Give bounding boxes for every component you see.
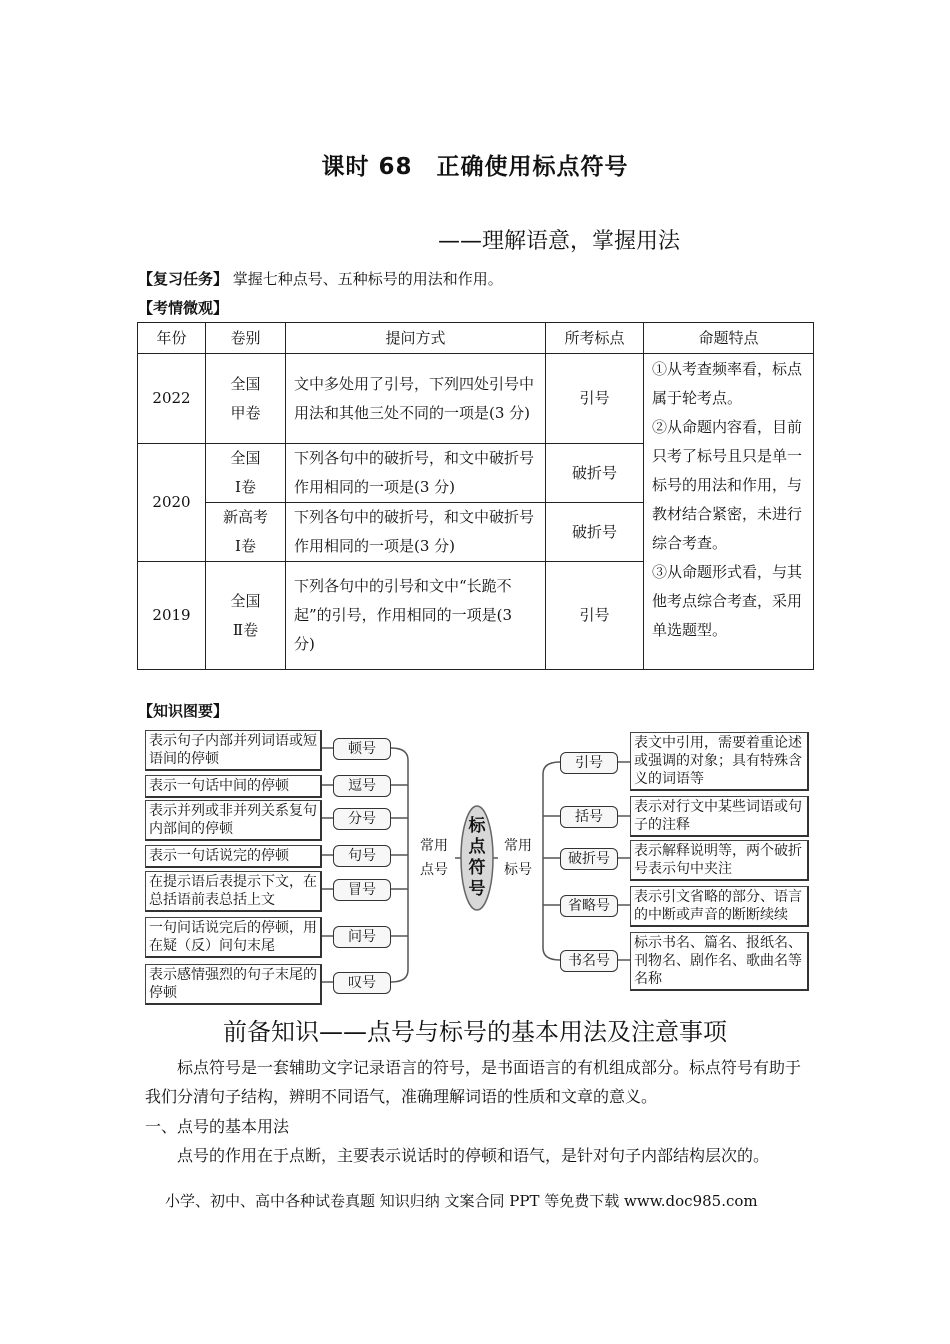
right-node: 破折号 <box>560 848 618 870</box>
mark-cell: 破折号 <box>546 444 644 503</box>
right-node: 书名号 <box>560 950 618 972</box>
list-item-heading: 一、点号的基本用法 <box>145 1117 290 1136</box>
left-desc: 在提示语后表提示下文，在总括语前表总括上文 <box>145 871 322 912</box>
right-node: 省略号 <box>560 895 618 917</box>
paragraph: 标点符号是一套辅助文字记录语言的符号，是书面语言的有机组成部分。标点符号有助于我们分清句子结构，辨明不同语气，准确理解词语的性质和文章的意义。 <box>145 1058 802 1106</box>
footer-text: 小学、初中、高中各种试卷真题 知识归纳 文案合同 PPT 等免费下载 www.doc985.com <box>165 1192 758 1210</box>
section-title: 前备知识——点号与标号的基本用法及注意事项 <box>223 1018 727 1046</box>
feature-item: ①从考查频率看，标点属于轮考点。 <box>652 360 803 407</box>
paper-cell: 全国 甲卷 <box>206 354 286 444</box>
left-node: 句号 <box>333 845 391 867</box>
left-desc: 表示一句话说完的停顿 <box>145 845 322 868</box>
question-cell: 下列各句中的破折号，和文中破折号作用相同的一项是(3 分) <box>286 444 546 503</box>
left-node: 叹号 <box>333 972 391 994</box>
review-label: 【复习任务】 <box>138 270 229 288</box>
year-cell: 2022 <box>138 354 206 444</box>
year-cell: 2020 <box>138 444 206 562</box>
left-group-label: 常用 点号 <box>420 838 448 878</box>
feature-item: ②从命题内容看，目前只考了标号且只是单一标号的用法和作用，与教材结合紧密，未进行综合考查。 <box>652 418 803 552</box>
feature-item: ③从命题形式看，与其他考点综合考查，采用单选题型。 <box>652 563 803 639</box>
left-node: 分号 <box>333 808 391 830</box>
mark-cell: 引号 <box>546 562 644 670</box>
paragraph: 点号的作用在于点断，主要表示说话时的停顿和语气，是针对句子内部结构层次的。 <box>177 1146 770 1165</box>
year-cell: 2019 <box>138 562 206 670</box>
left-desc: 表示感情强烈的句子末尾的停顿 <box>145 964 322 1005</box>
left-desc: 一句问话说完后的停顿，用在疑（反）问句末尾 <box>145 917 322 958</box>
left-desc: 表示句子内部并列词语或短语间的停顿 <box>145 730 322 771</box>
right-desc: 表文中引用，需要着重论述或强调的对象；具有特殊含义的词语等 <box>630 732 809 791</box>
table-header: 提问方式 <box>286 323 546 354</box>
left-node: 顿号 <box>333 738 391 760</box>
page-title: 课时 68 正确使用标点符号 <box>321 154 629 180</box>
left-node: 冒号 <box>333 879 391 901</box>
exam-label: 【考情微观】 <box>138 299 229 317</box>
table-header: 年份 <box>138 323 206 354</box>
left-node: 逗号 <box>333 775 391 797</box>
right-desc: 标示书名、篇名、报纸名、刊物名、剧作名、歌曲名等名称 <box>630 932 809 991</box>
review-text: 掌握七种点号、五种标号的用法和作用。 <box>232 270 503 288</box>
left-node: 问号 <box>333 926 391 948</box>
mark-cell: 引号 <box>546 354 644 444</box>
paper-cell: 新高考 Ⅰ卷 <box>206 503 286 562</box>
map-label: 【知识图要】 <box>138 702 229 720</box>
right-group-label: 常用 标号 <box>504 838 532 878</box>
right-desc: 表示对行文中某些词语或句子的注释 <box>630 796 809 837</box>
right-desc: 表示解释说明等，两个破折号表示句中夹注 <box>630 840 809 881</box>
right-node: 括号 <box>560 806 618 828</box>
right-desc: 表示引文省略的部分、语言的中断或声音的断断续续 <box>630 886 809 927</box>
table-header: 卷别 <box>206 323 286 354</box>
question-cell: 下列各句中的引号和文中“长跪不起”的引号，作用相同的一项是(3 分) <box>286 562 546 670</box>
left-desc: 表示一句话中间的停顿 <box>145 775 322 798</box>
question-cell: 下列各句中的破折号，和文中破折号作用相同的一项是(3 分) <box>286 503 546 562</box>
mark-cell: 破折号 <box>546 503 644 562</box>
right-node: 引号 <box>560 752 618 774</box>
table-header: 命题特点 <box>644 323 814 354</box>
paper-cell: 全国 Ⅰ卷 <box>206 444 286 503</box>
center-node: 标点符号 <box>468 816 486 899</box>
table-header: 所考标点 <box>546 323 644 354</box>
paper-cell: 全国 Ⅱ卷 <box>206 562 286 670</box>
page-subtitle: ——理解语意，掌握用法 <box>438 229 681 254</box>
question-cell: 文中多处用了引号，下列四处引号中用法和其他三处不同的一项是(3 分) <box>286 354 546 444</box>
left-desc: 表示并列或非并列关系复句内部间的停顿 <box>145 800 322 841</box>
